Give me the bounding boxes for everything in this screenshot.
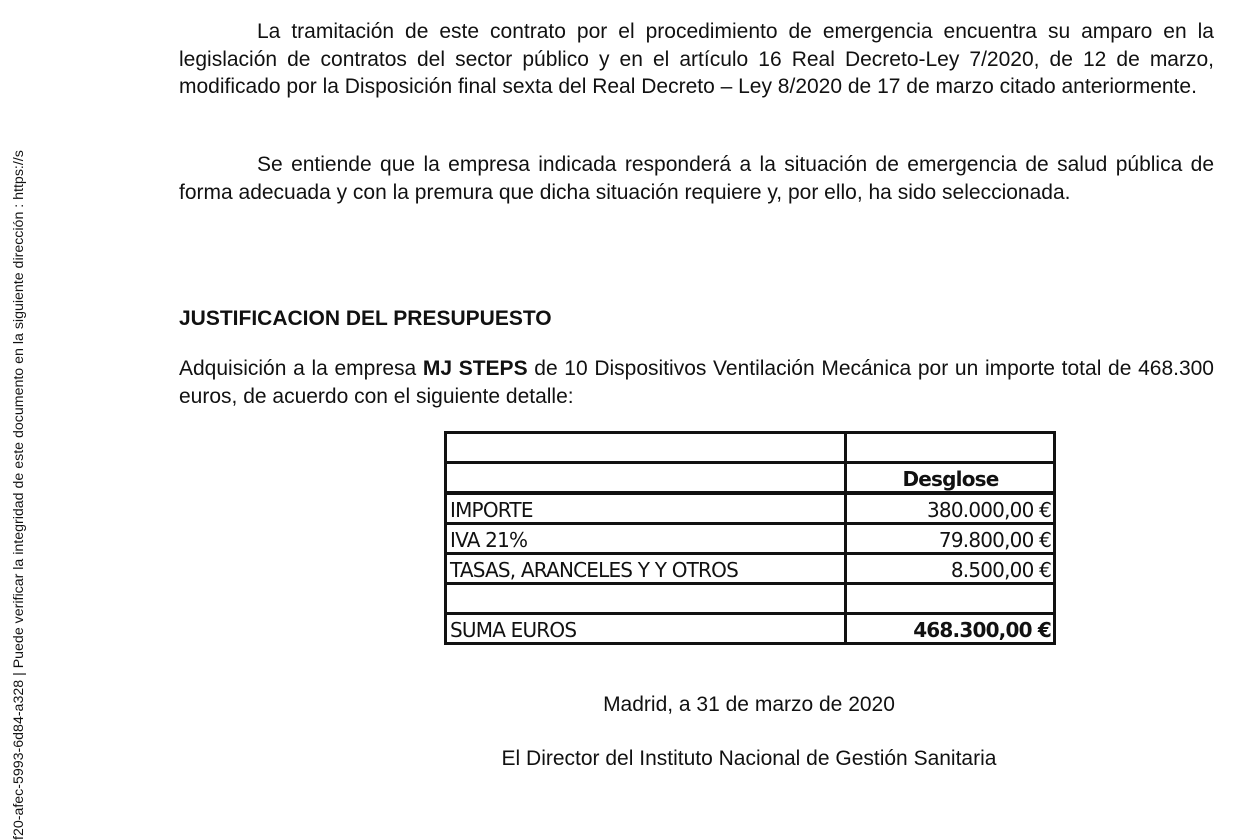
verification-side-note: f20-afec-5993-6d84-a328 | Puede verificar la integridad de este documento en la siguiente dirección : https://s [11,150,27,840]
row-value-importe: 380.000,00 € [846,493,1055,524]
table-blank-row [446,433,1055,463]
budget-breakdown-table [444,431,1056,645]
table-row [446,554,1055,584]
table-cell [446,584,846,614]
row-label-importe: IMPORTE [446,493,846,524]
table-cell [846,433,1055,463]
row-label-tasas: TASAS, ARANCELES Y Y OTROS [446,554,846,584]
row-value-tasas: 8.500,00 € [846,554,1055,584]
table-cell [846,584,1055,614]
table-total-row [446,614,1055,644]
table-row [446,524,1055,554]
company-name: MJ STEPS [422,357,528,380]
table-row [446,493,1055,524]
row-value-iva: 79.800,00 € [846,524,1055,554]
table-cell [446,463,846,494]
table-blank-row [446,584,1055,614]
place-and-date: Madrid, a 31 de marzo de 2020 [603,693,895,716]
table-cell [446,433,846,463]
budget-intro-before: Adquisición a la empresa [179,357,423,380]
paragraph-company-selection: Se entiende que la empresa indicada responderá a la situación de emergencia de salud pública de forma adecuada y con la premura que dicha situación requiere y, por ello, ha sido seleccionada. [179,153,1214,204]
total-label: SUMA EUROS [446,614,846,644]
row-label-iva: IVA 21% [446,524,846,554]
column-header-desglose: Desglose [846,463,1055,494]
table-header-row [446,463,1055,494]
budget-intro-paragraph [179,355,1214,410]
section-heading: JUSTIFICACION DEL PRESUPUESTO [179,307,552,330]
signer-title: El Director del Instituto Nacional de Gestión Sanitaria [501,747,997,770]
budget-intro-after: de 10 Dispositivos Ventilación Mecánica por un importe total de 468.300 euros, de acuerdo con el siguiente detalle: [179,357,1214,408]
paragraph-emergency-procedure: La tramitación de este contrato por el procedimiento de emergencia encuentra su amparo en la legislación de contratos del sector público y en el artículo 16 Real Decreto-Ley 7/2020, de 12 de marzo, modificado por la Disposición final sexta del Real Decreto – Ley 8/2020 de 17 de marzo citado anteriormente. [179,20,1214,98]
total-value: 468.300,00 € [846,614,1055,644]
